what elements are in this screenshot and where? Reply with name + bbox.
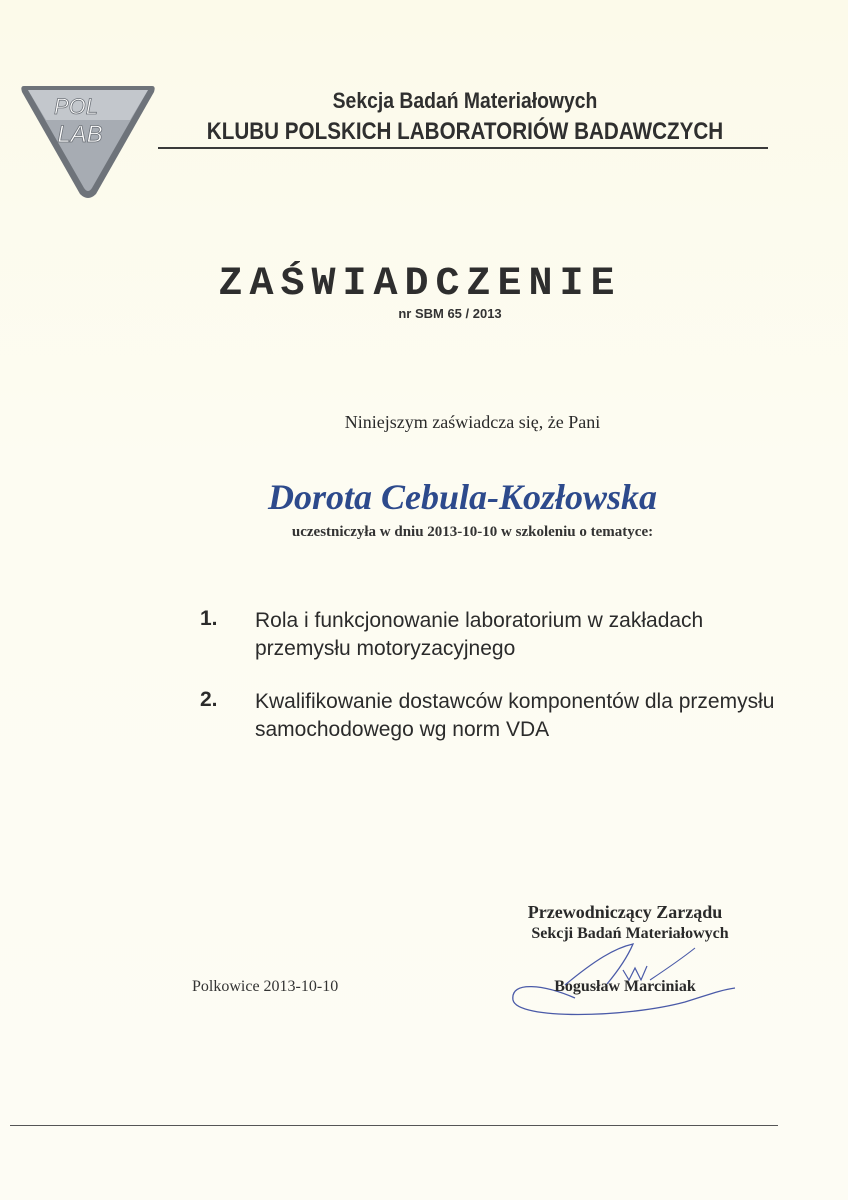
logo-text-lab: LAB: [57, 121, 103, 148]
certificate-number: nr SBM 65 / 2013: [398, 306, 502, 321]
place-and-date: Polkowice 2013-10-10: [192, 978, 339, 995]
topic-number: 1.: [200, 607, 218, 630]
certificate-title: ZAŚWIADCZENIE: [218, 262, 622, 307]
header-underline: [158, 147, 768, 149]
signatory-title: Przewodniczący Zarządu: [527, 902, 723, 922]
header-section-name: Sekcja Badań Materiałowych: [332, 88, 598, 113]
logo-text-pol: POL: [53, 94, 99, 119]
signer-name: Bogusław Marciniak: [554, 978, 696, 995]
topic-number: 2.: [200, 688, 218, 711]
topic-text: Rola i funkcjonowanie laboratorium w zakładach przemysłu motoryzacyjnego: [255, 609, 704, 660]
header-club-name: KLUBU POLSKICH LABORATORIÓW BADAWCZYCH: [206, 118, 724, 145]
pollab-logo: [18, 84, 158, 200]
topic-text: Kwalifikowanie dostawców komponentów dla przemysłu samochodowego wg norm VDA: [255, 690, 775, 741]
signatory-section: Sekcji Badań Materiałowych: [531, 925, 729, 942]
participation-statement: uczestniczyła w dniu 2013-10-10 w szkoleniu o tematyce:: [291, 524, 654, 540]
bottom-rule: [10, 1125, 778, 1126]
recipient-name: Dorota Cebula-Kozłowska: [267, 477, 658, 517]
certificate-intro: Niniejszym zaświadcza się, że Pani: [344, 412, 601, 432]
